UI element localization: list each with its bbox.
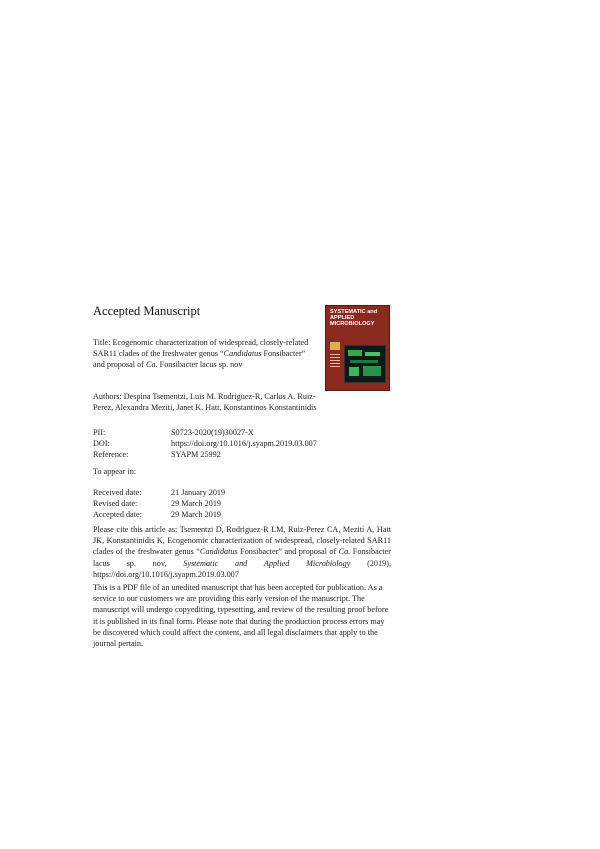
date-row: Received date: 21 January 2019 [93,488,226,497]
title-label: Title: [93,338,111,347]
identifier-row: Reference: SYAPM 25992 [93,450,221,460]
title-text-3: Fonsibacter lacus sp. nov [157,360,243,370]
cover-logo [330,342,340,350]
citation-paragraph: Please cite this article as: Tsementzi D, Rodriguez-R LM, Ruiz-Perez CA, Meziti A, Hatt JK, Konstantinidis K, Ecogenomic characterization of widespread, closely-related SAR11 clades of the freshwater genus “Candidatus Fonsibacter” and proposal of Ca. Fonsibacter lacus sp. nov, Systematic and Applied Microbiology (2019), https://doi.org/10.1016/j.syapm.2019.03.007 [93,525,391,579]
dates-table [93,487,225,521]
authors-list: Despina Tsementzi, Luis M. Rodriguez-R, Carlos A. Ruiz-Perez, Alexandra Meziti, Janet K. Hatt, Konstantinos Konstantinidis [93,392,317,413]
date-row: Revised date: 29 March 2019 [93,499,222,509]
title-italic-2: Ca. [145,360,158,370]
identifier-row: PII: S0723-2020(19)30027-X [93,428,254,437]
cover-figure [344,345,386,383]
title-text-2: Fonsibacter” and proposal of [93,349,306,370]
disclaimer-paragraph: This is a PDF file of an unedited manuscript that has been accepted for publication. As a service to our customers we are providing this early version of the manuscript. The manuscript will undergo copyediting, typesetting, and review of the resulting proof before it is published in its final form. Please note that during the production process errors may be discovered which could affect the content, and all legal disclaimers that apply to the journal pertain. [93,583,389,649]
authors-label: Authors: [93,392,122,401]
title-italic-1: Candidatus [223,349,262,359]
journal-name: Systematic and Applied Microbiology [183,558,351,568]
cover-journal-title: SYSTEMATIC and APPLIED MICROBIOLOGY [330,309,378,327]
title-block [93,337,318,371]
doi-link[interactable]: https://doi.org/10.1016/j.syapm.2019.03.007 [171,439,317,449]
date-row: Accepted date: 29 March 2019 [93,510,222,520]
appear-in-label: To appear in: [93,467,137,476]
identifier-row: DOI: https://doi.org/10.1016/j.syapm.2019.03.007 [93,439,317,449]
authors-block [93,391,323,413]
title-text-1: Ecogenomic characterization of widespread, closely-related SAR11 clades of the freshwater genus “ [93,338,309,359]
journal-cover-image [325,305,390,391]
page-heading: Accepted Manuscript [93,304,201,318]
identifiers-table [93,427,317,461]
